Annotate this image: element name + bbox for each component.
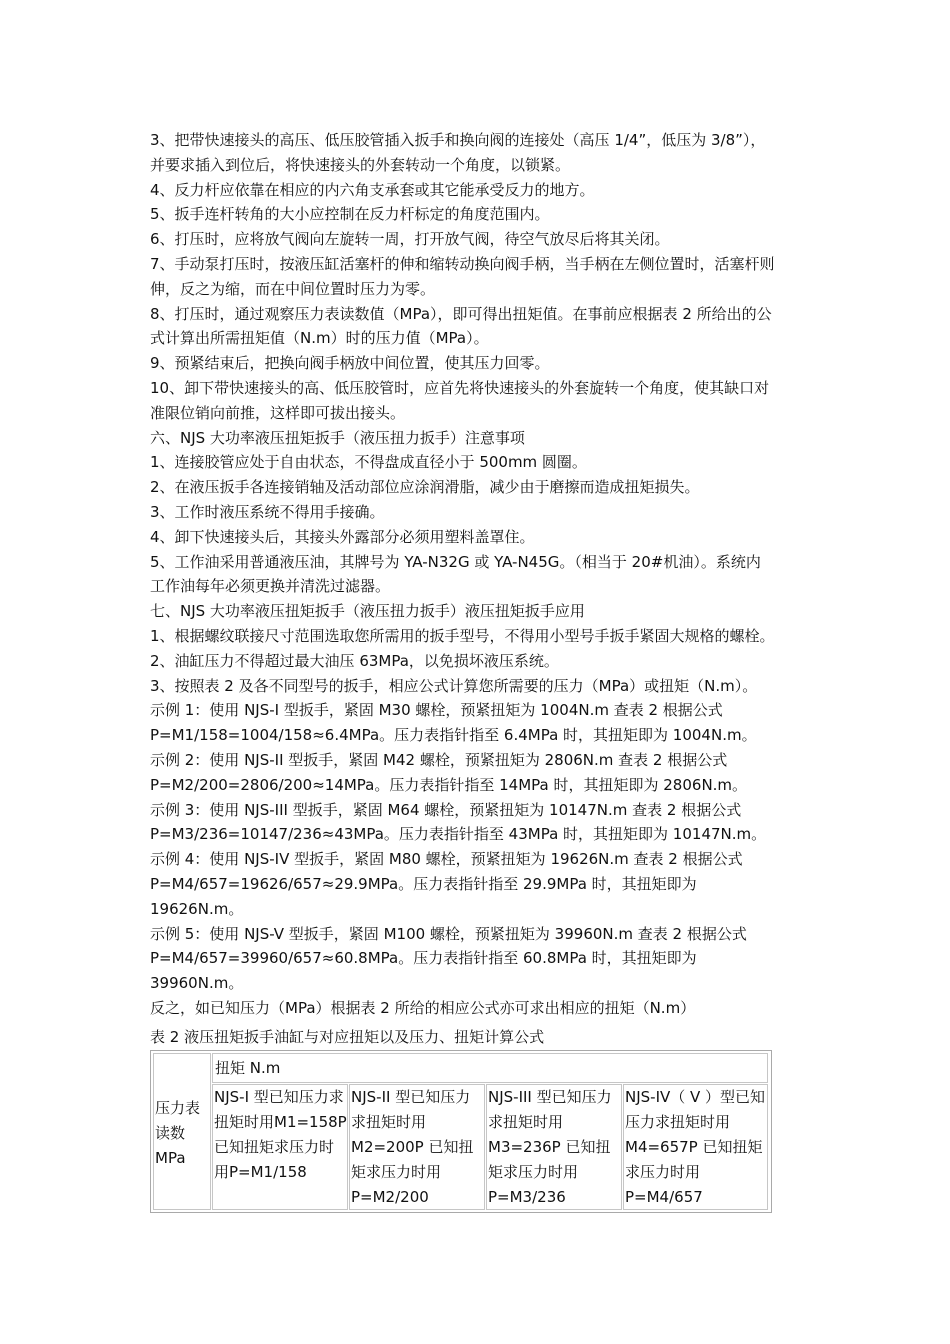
example-paragraph: 示例 2：使用 NJS-II 型扳手，紧固 M42 螺栓，预紧扭矩为 2806N.m 查表 2 根据公式P=M2/200=2806/200≈14MPa。压力表指针指至 14MPa 时，其扭矩即为 2806N.m。 bbox=[150, 750, 748, 794]
paragraph: 1、根据螺纹联接尺寸范围选取您所需用的扳手型号，不得用小型号手扳手紧固大规格的螺栓。 bbox=[150, 626, 775, 645]
paragraph: 10、卸下带快速接头的高、低压胶管时，应首先将快速接头的外套旋转一个角度，使其缺口对准限位销向前推，这样即可拔出接头。 bbox=[150, 378, 770, 422]
example-paragraph: 示例 3：使用 NJS-III 型扳手，紧固 M64 螺栓，预紧扭矩为 10147N.m 查表 2 根据公式P=M3/236=10147/236≈43MPa。压力表指针指至 43MPa 时，其扭矩即为 10147N.m。 bbox=[150, 800, 767, 844]
paragraph: 2、在液压扳手各连接销轴及活动部位应涂润滑脂，减少由于磨擦而造成扭矩损失。 bbox=[150, 478, 700, 497]
group-header-cell bbox=[212, 1053, 768, 1083]
section-heading: 七、NJS 大功率液压扭矩扳手（液压扭力扳手）液压扭矩扳手应用 bbox=[150, 602, 585, 621]
group-header-text: 扭矩 N.m bbox=[215, 1059, 281, 1077]
section-heading: 六、NJS 大功率液压扭矩扳手（液压扭力扳手）注意事项 bbox=[150, 428, 525, 447]
document-body bbox=[150, 128, 775, 1021]
column-cell-njs-iii bbox=[486, 1084, 622, 1210]
paragraph: 5、工作油采用普通液压油，其牌号为 YA-N32G 或 YA-N45G。（相当于 20#机油）。系统内工作油每年必须更换并清洗过滤器。 bbox=[150, 552, 761, 596]
paragraph: 4、反力杆应依靠在相应的内六角支承套或其它能承受反力的地方。 bbox=[150, 180, 595, 199]
example-paragraph: 示例 1：使用 NJS-I 型扳手，紧固 M30 螺栓，预紧扭矩为 1004N.m 查表 2 根据公式P=M1/158=1004/158≈6.4MPa。压力表指针指至 6.4MPa 时，其扭矩即为 1004N.m。 bbox=[150, 701, 757, 745]
paragraph: 9、预紧结束后，把换向阀手柄放中间位置，使其压力回零。 bbox=[150, 354, 550, 373]
paragraph: 5、扳手连杆转角的大小应控制在反力杆标定的角度范围内。 bbox=[150, 205, 550, 224]
column-cell-njs-i bbox=[212, 1084, 348, 1210]
paragraph: 3、工作时液压系统不得用手接确。 bbox=[150, 502, 385, 521]
paragraph: 3、按照表 2 及各不同型号的扳手，相应公式计算您所需要的压力（MPa）或扭矩（N.m）。 bbox=[150, 676, 758, 695]
table-caption: 表 2 液压扭矩扳手油缸与对应扭矩以及压力、扭矩计算公式 bbox=[150, 1028, 545, 1046]
paragraph: 8、打压时，通过观察压力表读数值（MPa），即可得出扭矩值。在事前应根据表 2 所给出的公式计算出所需扭矩值（N.m）时的压力值（MPa）。 bbox=[150, 304, 772, 348]
paragraph: 1、连接胶管应处于自由状态，不得盘成直径小于 500mm 圆圈。 bbox=[150, 453, 587, 472]
paragraph: 7、手动泵打压时，按液压缸活塞杆的伸和缩转动换向阀手柄，当手柄在左侧位置时，活塞杆则伸，反之为缩，而在中间位置时压力为零。 bbox=[150, 254, 775, 298]
column-text: NJS-IV（ V ）型已知压力求扭矩时用M4=657P 已知扭矩求压力时用P=M4/657 bbox=[625, 1088, 766, 1206]
column-text: NJS-III 型已知压力求扭矩时用M3=236P 已知扭矩求压力时用P=M3/236 bbox=[488, 1088, 612, 1206]
column-text: NJS-II 型已知压力求扭矩时用M2=200P 已知扭矩求压力时用P=M2/200 bbox=[351, 1088, 474, 1206]
column-text: NJS-I 型已知压力求扭矩时用M1=158P 已知扭矩求压力时用P=M1/158 bbox=[214, 1088, 347, 1181]
paragraph: 3、把带快速接头的高压、低压胶管插入扳手和换向阀的连接处（高压 1/4”，低压为 3/8”），并要求插入到位后，将快速接头的外套转动一个角度，以锁紧。 bbox=[150, 131, 766, 174]
paragraph: 4、卸下快速接头后，其接头外露部分必须用塑料盖罩住。 bbox=[150, 527, 535, 546]
formula-table bbox=[150, 1050, 772, 1213]
example-paragraph: 示例 4：使用 NJS-IV 型扳手，紧固 M80 螺栓，预紧扭矩为 19626N.m 查表 2 根据公式P=M4/657=19626/657≈29.9MPa。压力表指针指至 29.9MPa 时，其扭矩即为 19626N.m。 bbox=[150, 850, 743, 918]
column-cell-njs-ii bbox=[349, 1084, 485, 1210]
paragraph: 2、油缸压力不得超过最大油压 63MPa，以免损坏液压系统。 bbox=[150, 651, 559, 670]
example-paragraph: 示例 5：使用 NJS-V 型扳手，紧固 M100 螺栓，预紧扭矩为 39960N.m 查表 2 根据公式P=M4/657=39960/657≈60.8MPa。压力表指针指至 60.8MPa 时，其扭矩即为 39960N.m。 bbox=[150, 924, 747, 993]
paragraph: 反之，如已知压力（MPa）根据表 2 所给的相应公式亦可求出相应的扭矩（N.m） bbox=[150, 998, 696, 1017]
row-header-cell bbox=[153, 1053, 211, 1210]
column-cell-njs-iv-v bbox=[623, 1084, 768, 1210]
paragraph: 6、打压时，应将放气阀向左旋转一周，打开放气阀，待空气放尽后将其关闭。 bbox=[150, 230, 670, 249]
row-header-text: 压力表读数MPa bbox=[155, 1099, 201, 1167]
